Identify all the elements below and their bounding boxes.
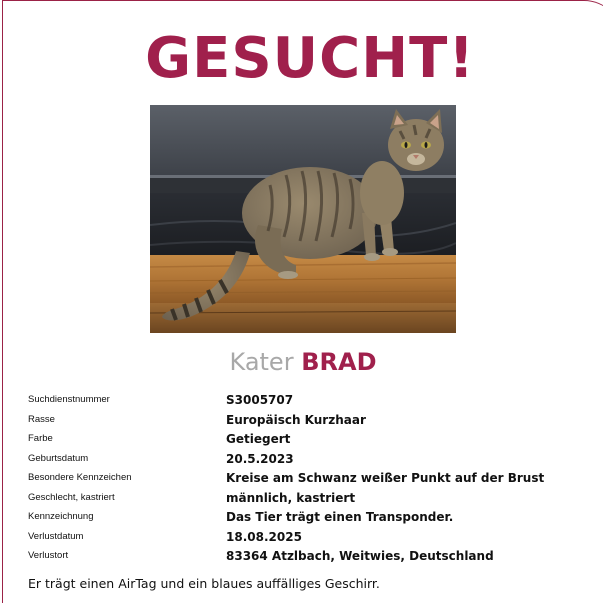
detail-row bbox=[28, 411, 588, 431]
detail-value: Das Tier trägt einen Transponder. bbox=[226, 510, 454, 524]
detail-value: 83364 Atzlbach, Weitwies, Deutschland bbox=[226, 549, 494, 563]
detail-label: Kennzeichnung bbox=[28, 511, 94, 522]
detail-value: S3005707 bbox=[226, 393, 294, 407]
detail-value: Europäisch Kurzhaar bbox=[226, 412, 366, 427]
detail-row bbox=[28, 469, 588, 489]
detail-row bbox=[28, 528, 588, 548]
detail-label: Geburtsdatum bbox=[28, 452, 89, 464]
detail-value: Getiegert bbox=[226, 432, 291, 446]
detail-row bbox=[28, 547, 588, 567]
detail-value: männlich, kastriert bbox=[226, 490, 356, 505]
detail-row bbox=[28, 508, 588, 528]
cat-photo bbox=[150, 105, 456, 333]
detail-value: 18.08.2025 bbox=[226, 529, 302, 544]
details-table bbox=[28, 391, 588, 567]
detail-row bbox=[28, 450, 588, 470]
detail-label: Besondere Kennzeichen bbox=[28, 472, 132, 483]
detail-row bbox=[28, 489, 588, 509]
cat-name: BRAD bbox=[301, 348, 377, 376]
detail-label: Farbe bbox=[28, 433, 53, 444]
detail-row bbox=[28, 391, 588, 411]
detail-label: Rasse bbox=[28, 413, 55, 425]
poster-title: GESUCHT! bbox=[145, 26, 475, 91]
detail-label: Verlustdatum bbox=[28, 530, 84, 542]
detail-value: 20.5.2023 bbox=[226, 451, 294, 466]
detail-label: Geschlecht, kastriert bbox=[28, 491, 115, 503]
detail-row bbox=[28, 430, 588, 450]
additional-note: Er trägt einen AirTag und ein blaues auffälliges Geschirr. bbox=[28, 576, 380, 591]
detail-label: Verlustort bbox=[28, 550, 69, 561]
detail-label: Suchdienstnummer bbox=[28, 394, 110, 405]
detail-value: Kreise am Schwanz weißer Punkt auf der Brust bbox=[226, 471, 545, 485]
name-prefix: Kater bbox=[229, 348, 294, 376]
cat-name-heading bbox=[0, 347, 603, 377]
